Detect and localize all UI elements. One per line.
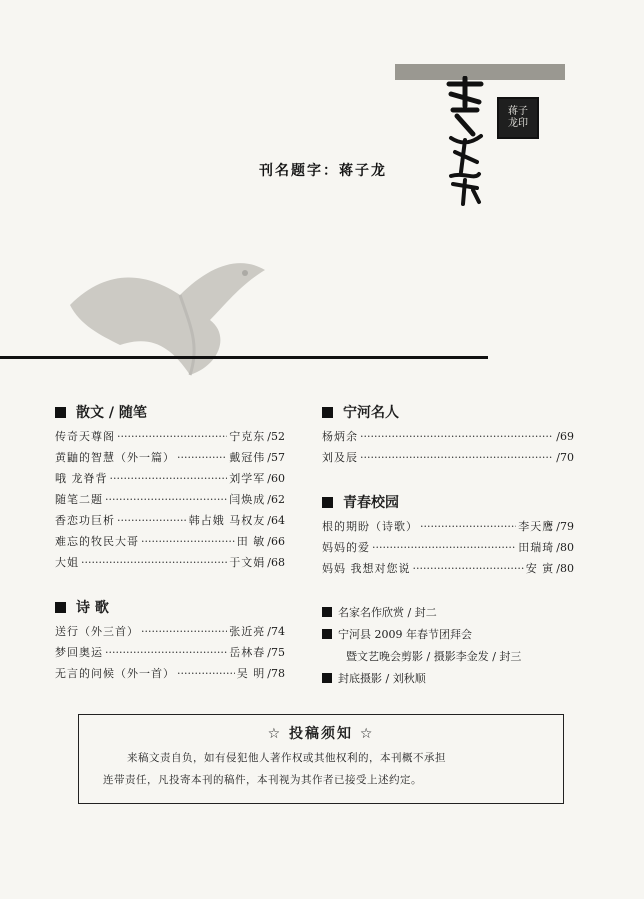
toc-entry[interactable]: 随笔二题 ····· 闫焕成 /62 <box>55 491 285 512</box>
toc-entry[interactable]: 难忘的牧民大哥 ····· 田 敏 /66 <box>55 533 285 554</box>
toc-entry[interactable]: 妈妈 我想对您说 ····· 安 寅 /80 <box>322 560 574 581</box>
square-bullet-icon <box>322 497 333 508</box>
toc-entry[interactable]: 无言的问候（外一首） ····· 吴 明 /78 <box>55 665 285 686</box>
square-bullet-icon <box>322 607 332 617</box>
toc-entry[interactable]: 根的期盼（诗歌） ····· 李天鹰 /79 <box>322 518 574 539</box>
square-bullet-icon <box>322 629 332 639</box>
title-credit: 刊名题字：蒋子龙 <box>255 160 391 180</box>
section-heading: 青春校园 <box>322 492 574 512</box>
toc-entry[interactable]: 刘及辰 ····· /70 <box>322 449 574 470</box>
notice-title: ☆ 投稿须知 ☆ <box>267 726 375 742</box>
section-heading: 散文 / 随笔 <box>55 402 285 422</box>
notice-body <box>79 743 563 791</box>
square-bullet-icon <box>322 407 333 418</box>
toc-entry[interactable]: 香恋功巨析 ····· 韩占娥 马权友 /64 <box>55 512 285 533</box>
toc-entry[interactable]: 黄鼬的智慧（外一篇） ····· 戴冠伟 /57 <box>55 449 285 470</box>
square-bullet-icon <box>55 407 66 418</box>
calligraphy-title-signature <box>443 76 487 206</box>
cover-note-continuation: 暨文艺晚会剪影 / 摄影李金发 / 封三 <box>346 650 522 663</box>
cover-notes <box>322 604 592 692</box>
toc-right-column <box>322 402 574 581</box>
section-heading: 诗 歌 <box>55 597 285 617</box>
toc-entry[interactable]: 传奇天尊阁 ····· 宁克东 /52 <box>55 428 285 449</box>
square-bullet-icon <box>322 673 332 683</box>
cover-note: 名家名作欣赏 / 封二 <box>322 604 592 626</box>
submission-notice-box <box>78 714 564 804</box>
notice-line: 连带责任，凡投寄本刊的稿件，本刊视为其作者已接受上述约定。 <box>103 774 422 786</box>
square-bullet-icon <box>55 602 66 613</box>
toc-entry[interactable]: 大姐 ····· 于文娟 /68 <box>55 554 285 575</box>
divider-rule <box>0 356 488 359</box>
toc-left-column <box>55 402 285 686</box>
toc-entry[interactable]: 杨炳余 ····· /69 <box>322 428 574 449</box>
toc-entry[interactable]: 妈妈的爱 ····· 田瑞琦 /80 <box>322 539 574 560</box>
seal-stamp: 蒋子 龙印 <box>497 97 539 139</box>
section-heading: 宁河名人 <box>322 402 574 422</box>
toc-entry[interactable]: 送行（外三首） ····· 张近亮 /74 <box>55 623 285 644</box>
notice-line: 来稿文责自负，如有侵犯他人著作权或其他权利的，本刊概不承担 <box>127 752 446 764</box>
cover-note: 封底摄影 / 刘秋顺 <box>322 670 592 692</box>
toc-entry[interactable]: 梦回奥运 ····· 岳林春 /75 <box>55 644 285 665</box>
cover-note: 宁河县 2009 年春节团拜会 <box>322 626 592 648</box>
toc-entry[interactable]: 哦 龙脊背 ····· 刘学军 /60 <box>55 470 285 491</box>
background-bird-illustration <box>60 225 270 395</box>
